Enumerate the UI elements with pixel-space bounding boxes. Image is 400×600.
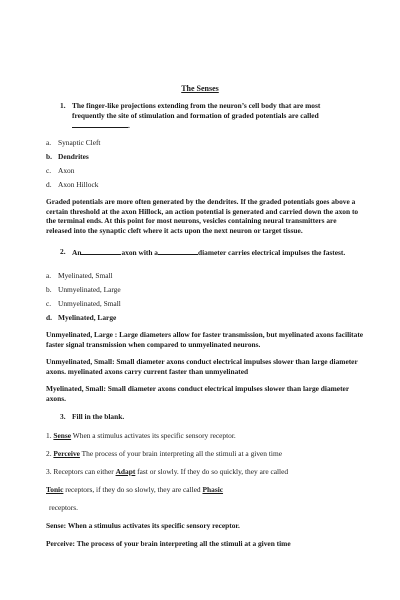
fill-item-3: 3. Receptors can either Adapt fast or slowly. If they do so quickly, they are called xyxy=(46,467,289,476)
option-text: Axon Hillock xyxy=(58,180,99,189)
option-text: Dendrites xyxy=(58,152,89,161)
answer-blank xyxy=(81,247,121,255)
q2-option-b: b. Unmyelinated, Large xyxy=(46,285,121,294)
question-number: 3. xyxy=(60,412,66,421)
option-text: Myelinated, Small xyxy=(58,271,113,280)
page-title: The Senses xyxy=(181,84,219,93)
option-text: Synaptic Cleft xyxy=(58,138,101,147)
option-text: Unmyelinated, Small xyxy=(58,299,121,308)
q2-option-c: c. Unmyelinated, Small xyxy=(46,299,121,308)
option-text: Unmyelinated, Large xyxy=(58,285,121,294)
question-1 xyxy=(46,101,346,131)
question-text: Fill in the blank. xyxy=(72,412,125,421)
question-2: 2. An axon with a diameter carries electrical impulses the fastest. xyxy=(60,247,346,257)
q2-explanation-2: Unmyelinated, Small: Small diameter axons conduct electrical impulses slower than large diameter axons. myelinated axons carry current faster than unmyelinated xyxy=(46,357,358,376)
q1-option-a: a. Synaptic Cleft xyxy=(46,138,101,147)
q2-explanation-1: Unmyelinated, Large : Large diameters allow for faster transmission, but myelinated axons facilitate faster signal transmission when compared to unmyelinated neurons. xyxy=(46,330,364,349)
q2-explanation-3: Myelinated, Small: Small diameter axons conduct electrical impulses slower than large diameter axons. xyxy=(46,384,349,403)
summary-sense: Sense: When a stimulus activates its specific sensory receptor. xyxy=(46,521,240,530)
answer-word: Perceive xyxy=(53,449,80,458)
q2-option-a: a. Myelinated, Small xyxy=(46,271,113,280)
question-text: The finger-like projections extending from the neuron’s cell body that are most frequently the site of stimulation and formation of graded potentials are called xyxy=(72,101,321,120)
answer-word: Tonic xyxy=(46,485,64,494)
answer-word: Sense xyxy=(53,431,72,440)
option-text: Myelinated, Large xyxy=(58,313,117,322)
q1-option-b: b. Dendrites xyxy=(46,152,89,161)
q1-option-d: d. Axon Hillock xyxy=(46,180,99,189)
answer-word: Phasic xyxy=(202,485,224,494)
summary-perceive: Perceive: The process of your brain interpreting all the stimuli at a given time xyxy=(46,539,291,548)
question-end: . xyxy=(128,121,130,131)
question-3 xyxy=(46,412,346,422)
q2-option-d: d. Myelinated, Large xyxy=(46,313,117,322)
answer-blank xyxy=(72,120,130,131)
q1-explanation: Graded potentials are more often generated by the dendrites. If the graded potentials goes above a certain threshold at the axon Hillock, an action potential is generated and carried down the axon to the terminal ends. At this point for most neurons, vesicles containing neural transmitters are released into the synaptic cleft where it acts upon the next neuron or target tissue. xyxy=(46,197,359,235)
fill-item-2: 2. Perceive The process of your brain interpreting all the stimuli at a given time xyxy=(46,449,282,458)
fill-item-1: 1. Sense When a stimulus activates its specific sensory receptor. xyxy=(46,431,236,440)
answer-blank xyxy=(158,247,198,255)
question-number: 2. xyxy=(60,247,66,256)
option-text: Axon xyxy=(58,166,75,175)
fill-item-3-end: receptors. xyxy=(49,503,78,512)
answer-word: Adapt xyxy=(115,467,136,476)
question-number: 1. xyxy=(60,101,66,110)
fill-item-3-cont: Tonic receptors, if they do so slowly, they are called Phasic xyxy=(46,485,224,494)
q1-option-c: c. Axon xyxy=(46,166,75,175)
